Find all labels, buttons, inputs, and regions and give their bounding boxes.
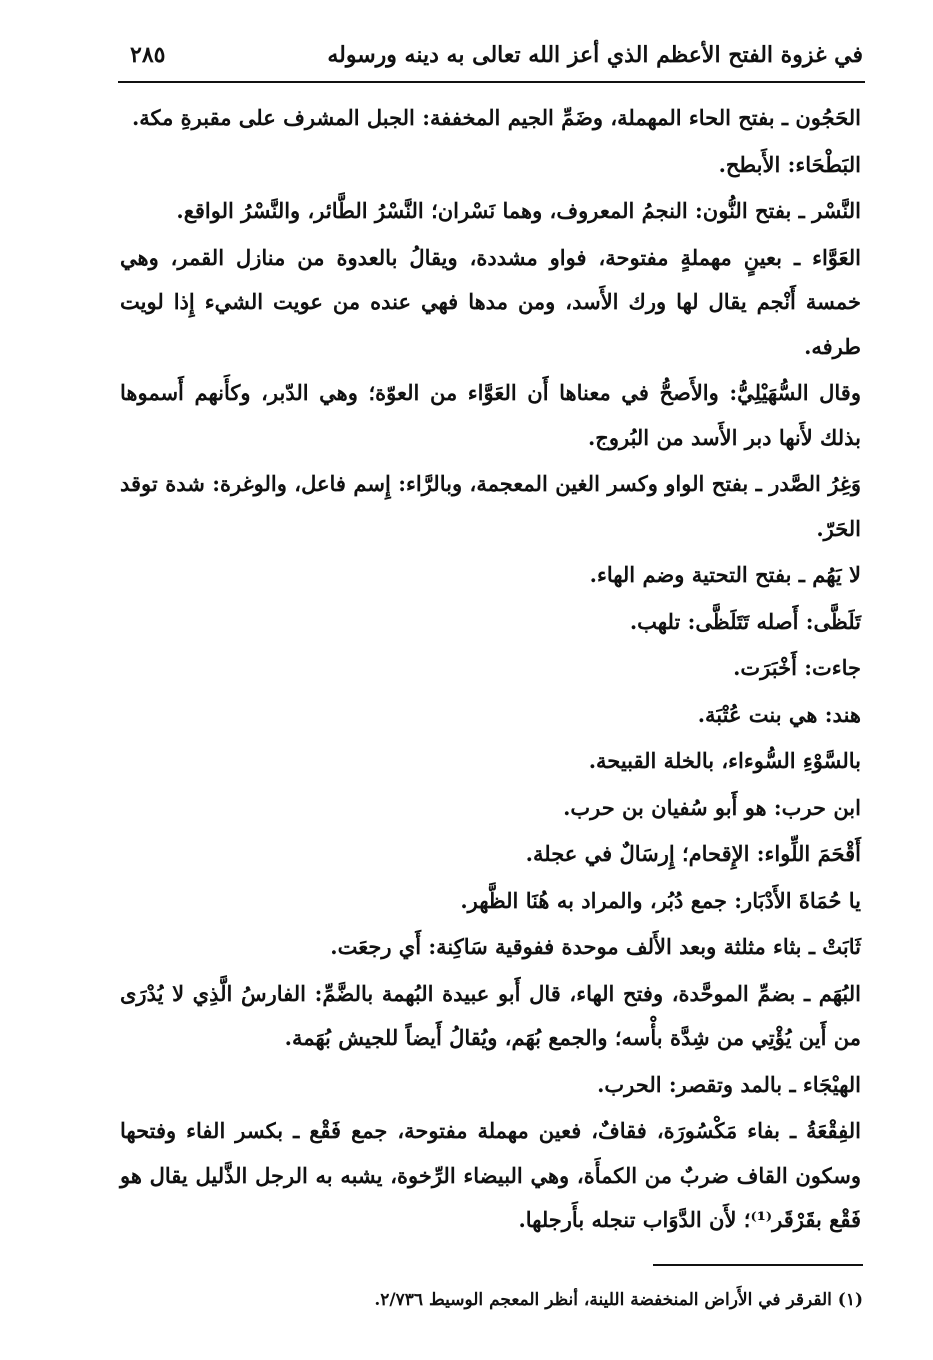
entry-saw: بالسَّوْءِ السُّوءاء، بالخلة القبيحة. <box>588 748 861 773</box>
header-divider <box>118 81 865 83</box>
entry-awwaa: العَوَّاء ـ بعينٍ مهملةٍ مفتوحة، فواو مشددة، ويقالُ بالعدوة من منازل القمر، وهي خمسة أَنْجم يقال لها ورك الأَسد، ومن مدها فهي عنده من عويت الشيء إِذا لويت طرفه. <box>120 244 861 359</box>
entry-aqham: أَقْحَمَ اللِّواء: الإِقحام؛ إِرسَالٌ في عجلة. <box>525 841 861 866</box>
entry-ibn-harb: ابن حرب: هو أَبو سُفيان بن حرب. <box>563 794 861 820</box>
entry-hind: هند: هي بنت عُتْبَة. <box>697 701 861 727</box>
footnote-divider <box>653 1264 863 1266</box>
entry-la-yahum: لا يَهُم ـ بفتح التحتية وضم الهاء. <box>589 562 861 587</box>
footnote: (١) القرقر في الأَراض المنخفضة اللينة، أنظر المعجم الوسيط ٢/٧٣٦. <box>374 1290 863 1310</box>
entry-wagir: وَغِرُ الصَّدر ـ بفتح الواو وكسر الغين المعجمة، وبالرَّاء: إِسم فاعل، والوغرة: شدة توقد الحَرّ. <box>120 471 861 541</box>
glossary-body <box>120 96 861 1245</box>
entry-nasr: النَّسْر ـ بفتح النُّون: النجمُ المعروف، وهما نَسْران؛ النَّسْرُ الطَّائر، والنَّسْرُ الواقع. <box>176 198 861 223</box>
entry-hajun: الحَجُون ـ بفتح الحاء المهملة، وضَمِّ الجيم المخففة: الجبل المشرف على مقبرةِ مكة. <box>131 105 861 130</box>
entry-buham: البُهَم ـ بضمِّ الموحَّدة، وفتح الهاء، قال أَبو عبيدة البُهمة بالضَّمِّ: الفارسُ الَّذِي لا يُدْرَى من أَين يُؤْتِي من شِدَّة بأْسه؛ والجمع بُهَم، ويُقالُ أَيضاً للجيش بُهَمة. <box>120 980 861 1050</box>
entry-talazza: تَلَظَّى: أَصله تَتَلَظَّى: تلهب. <box>629 608 861 634</box>
page-number: ٢٨٥ <box>130 42 166 68</box>
entry-bathaa: البَطْحَاء: الأَبطح. <box>718 151 861 177</box>
entry-hayjaa: الهيْجَاء ـ بالمد وتقصر: الحرب. <box>597 1071 861 1097</box>
running-title: في غزوة الفتح الأعظم الذي أعز الله تعالى به دينه ورسوله <box>327 42 863 68</box>
entry-thabat: ثَابَتْ ـ بثاء مثلثة وبعد الأَلف موحدة ففوقية سَاكِنة: أَي رجعَت. <box>330 934 861 959</box>
entry-suhayli: وقال السُّهَيْلِيُّ: والأَصحُّ في معناها أَن العَوَّاء من العوّة؛ وهي الدّبر، وكأَنهم أَسموها بذلك لأَنها دبر الأَسد من البُروج. <box>120 380 861 450</box>
entry-humat: يا حُمَاةَ الأَدْبَار: جمع دُبُر، والمراد به هُنَا الظَّهر. <box>460 887 861 913</box>
entry-fiqaa: الفِقْعَةُ ـ بفاء مَكْسُورَة، فقافٌ، فعين مهملة مفتوحة، جمع فَقْع ـ بكسر الفاء وفتحها وسكون القاف ضربٌ من الكمأَة، وهي البيضاء الرِّخوة، يشبه به الرجل الذَّليل يقال هو فَقْع بقَرْقَر⁽¹⁾؛ لأَن الدَّوَاب تنجله بأَرجلها. <box>120 1118 861 1232</box>
page-header <box>118 36 863 80</box>
entry-jaat: جاءت: أَخْبَرَت. <box>733 655 861 680</box>
